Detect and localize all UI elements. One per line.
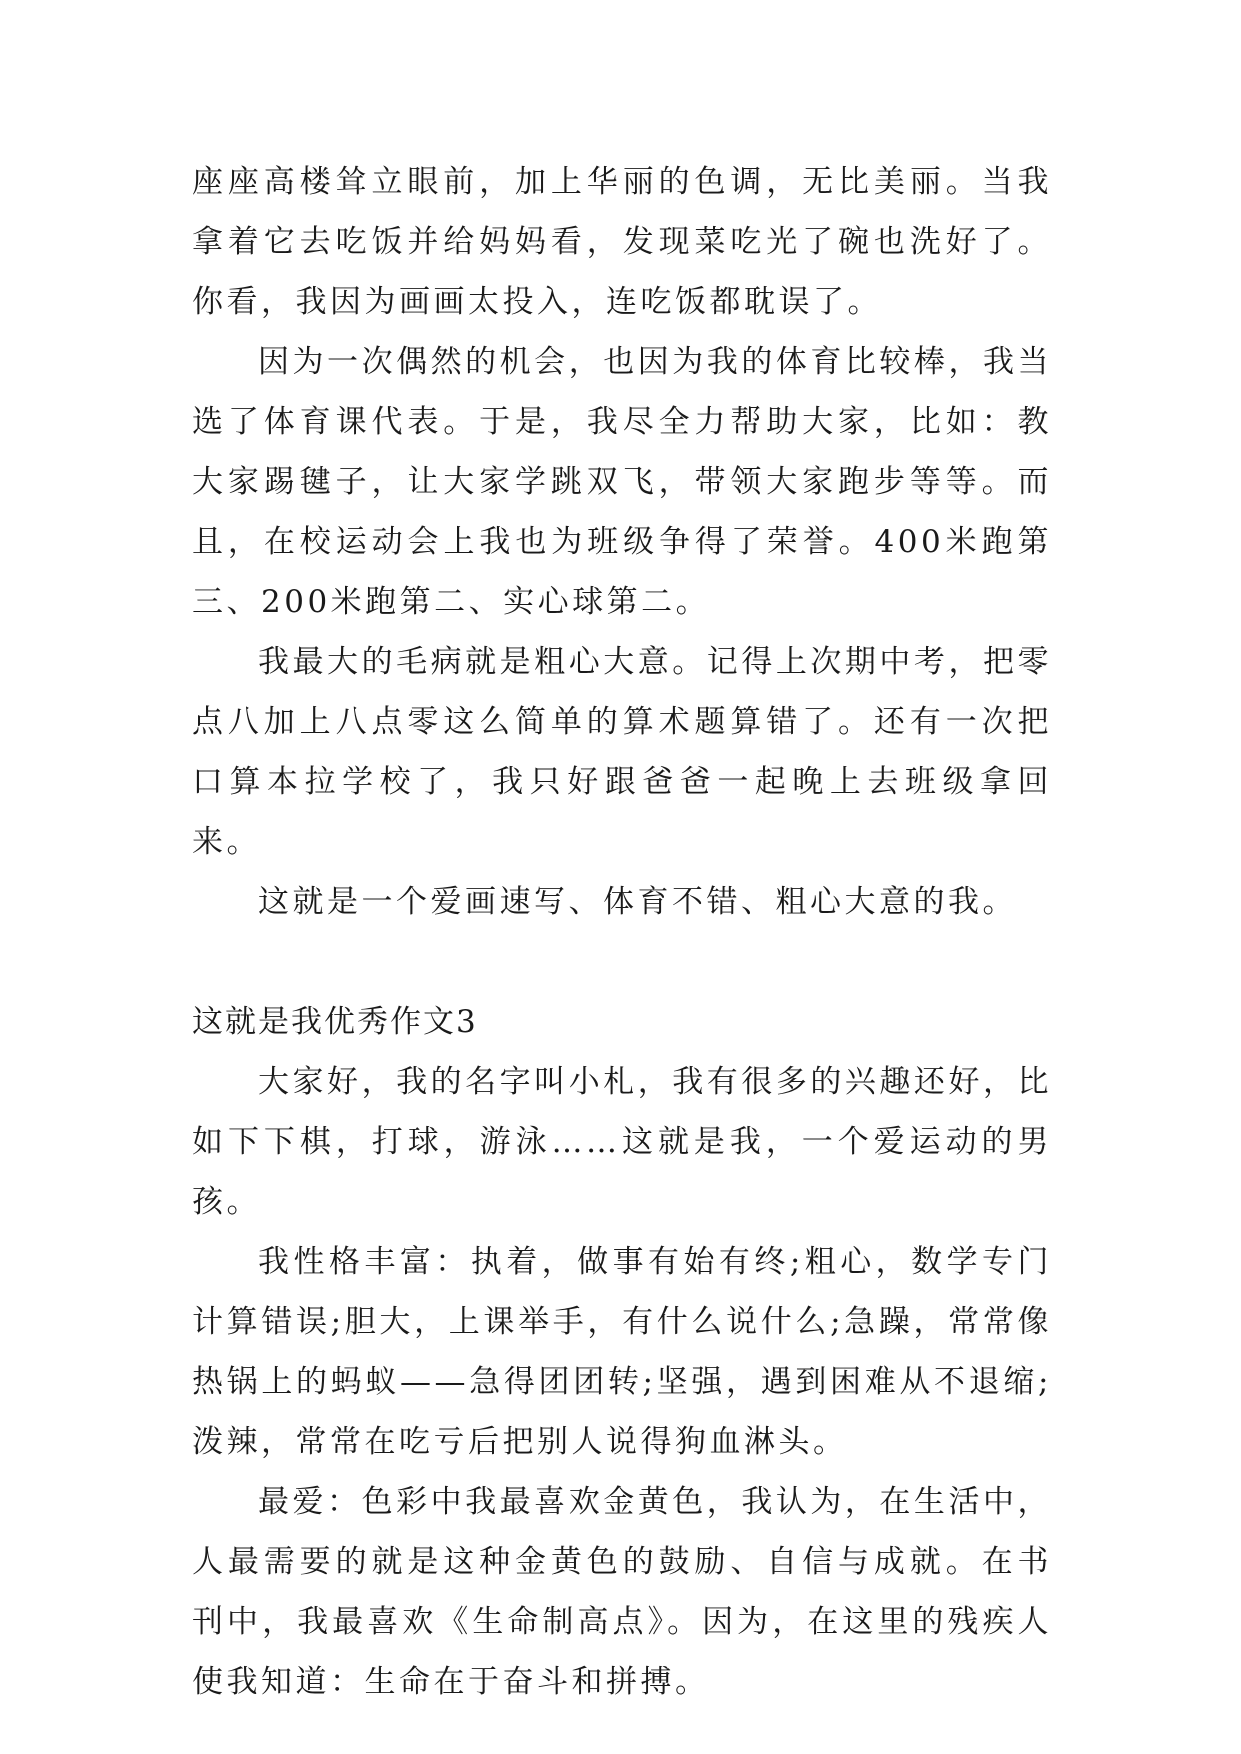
paragraph-careless: 我最大的毛病就是粗心大意。记得上次期中考，把零点八加上八点零这么简单的算术题算错了。还有一次把口算本拉学校了，我只好跟爸爸一起晚上去班级拿回来。: [192, 644, 1052, 860]
paragraph-intro: 大家好，我的名字叫小札，我有很多的兴趣还好，比如下下棋，打球，游泳……这就是我，一个爱运动的男孩。: [192, 1064, 1052, 1220]
paragraph-personality: 我性格丰富：执着，做事有始有终;粗心，数学专门计算错误;胆大，上课举手，有什么说什么;急躁，常常像热锅上的蚂蚁——急得团团转;坚强，遇到困难从不退缩;泼辣，常常在吃亏后把别人说得狗血淋头。: [192, 1244, 1052, 1460]
essay-heading: 这就是我优秀作文3: [192, 1004, 478, 1040]
paragraph-sports: 因为一次偶然的机会，也因为我的体育比较棒，我当选了体育课代表。于是，我尽全力帮助大家，比如：教大家踢毽子，让大家学跳双飞，带领大家跑步等等。而且，在校运动会上我也为班级争得了荣誉。400米跑第三、200米跑第二、实心球第二。: [192, 344, 1052, 620]
document-body: [192, 152, 1052, 1712]
paragraph-continuation: 座座高楼耸立眼前，加上华丽的色调，无比美丽。当我拿着它去吃饭并给妈妈看，发现菜吃光了碗也洗好了。你看，我因为画画太投入，连吃饭都耽误了。: [192, 164, 1052, 320]
paragraph-summary: 这就是一个爱画速写、体育不错、粗心大意的我。: [258, 884, 1017, 920]
paragraph-favorites: 最爱：色彩中我最喜欢金黄色，我认为，在生活中，人最需要的就是这种金黄色的鼓励、自信与成就。在书刊中，我最喜欢《生命制高点》。因为，在这里的残疾人使我知道：生命在于奋斗和拼搏。: [192, 1484, 1052, 1700]
